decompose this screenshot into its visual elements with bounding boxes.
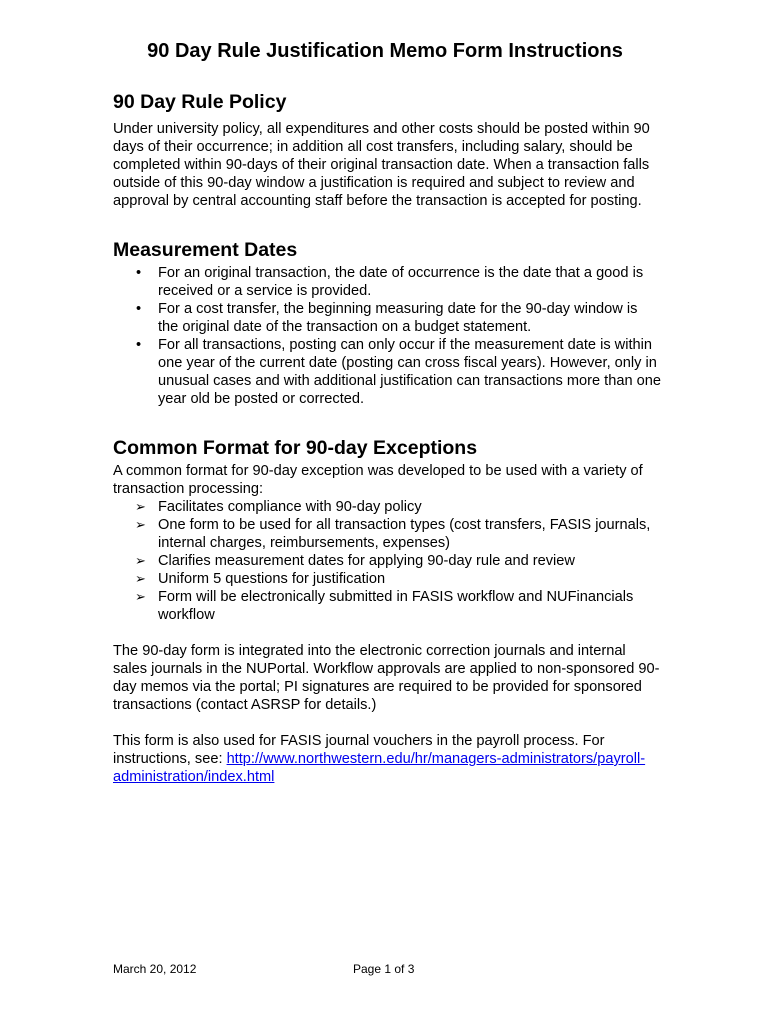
common-format-list [113, 498, 661, 624]
policy-paragraph: Under university policy, all expenditures and other costs should be posted within 90 days of their occurrence; in addition all cost transfers, including salary, should be completed within 90-days of their original transaction date. When a transaction falls outside of this 90-day window a justification is required and subject to review and approval by central accounting staff before the transaction is accepted for posting. [113, 121, 650, 209]
list-item-text: Form will be electronically submitted in FASIS workflow and NUFinancials workflow [158, 589, 634, 623]
list-item [113, 552, 661, 570]
arrow-bullet-icon: ➢ [135, 499, 146, 514]
policy-heading: 90 Day Rule Policy [113, 91, 287, 113]
list-item [113, 336, 661, 408]
arrow-bullet-icon: ➢ [135, 517, 146, 532]
list-item [113, 300, 661, 336]
measurement-list [113, 264, 661, 408]
bullet-icon: • [136, 337, 142, 353]
list-item-text: One form to be used for all transaction types (cost transfers, FASIS journals, internal charges, reimbursements, expenses) [158, 517, 651, 551]
list-item [113, 498, 661, 516]
payroll-paragraph [113, 732, 661, 786]
page-title: 90 Day Rule Justification Memo Form Instructions [147, 40, 623, 62]
list-item-text: For all transactions, posting can only occur if the measurement date is within one year of the current date (posting can cross fiscal years). However, only in unusual cases and with additional justification can transactions more than one year old be posted or corrected. [158, 337, 661, 407]
common-format-heading: Common Format for 90-day Exceptions [113, 437, 478, 459]
list-item [113, 516, 661, 552]
list-item-text: Facilitates compliance with 90-day policy [158, 499, 422, 515]
bullet-icon: • [136, 301, 142, 317]
list-item-text: Uniform 5 questions for justification [158, 571, 386, 587]
list-item [113, 588, 661, 624]
arrow-bullet-icon: ➢ [135, 589, 146, 604]
arrow-bullet-icon: ➢ [135, 571, 146, 586]
arrow-bullet-icon: ➢ [135, 553, 146, 568]
bullet-icon: • [136, 265, 142, 281]
integration-paragraph: The 90-day form is integrated into the electronic correction journals and internal sales journals in the NUPortal. Workflow approvals are applied to non-sponsored 90-day memos via the portal; PI signatures are required to be provided for sponsored transactions (contact ASRSP for details.) [113, 643, 660, 713]
footer-page-number: Page 1 of 3 [353, 962, 415, 976]
list-item-text: For a cost transfer, the beginning measuring date for the 90-day window is the original date of the transaction on a budget statement. [158, 301, 638, 335]
measurement-heading: Measurement Dates [113, 239, 298, 261]
list-item-text: Clarifies measurement dates for applying 90-day rule and review [158, 553, 575, 569]
list-item [113, 264, 661, 300]
payroll-administration-link[interactable]: http://www.northwestern.edu/hr/managers-administrators/payroll-administration/index.html [113, 751, 646, 785]
footer-date: March 20, 2012 [113, 962, 197, 976]
document-content [113, 88, 661, 786]
payroll-paragraph-text: This form is also used for FASIS journal vouchers in the payroll process. For instructions, see: [113, 733, 605, 767]
list-item [113, 570, 661, 588]
list-item-text: For an original transaction, the date of occurrence is the date that a good is received or a service is provided. [158, 265, 644, 299]
common-format-intro: A common format for 90-day exception was developed to be used with a variety of transaction processing: [113, 463, 643, 497]
